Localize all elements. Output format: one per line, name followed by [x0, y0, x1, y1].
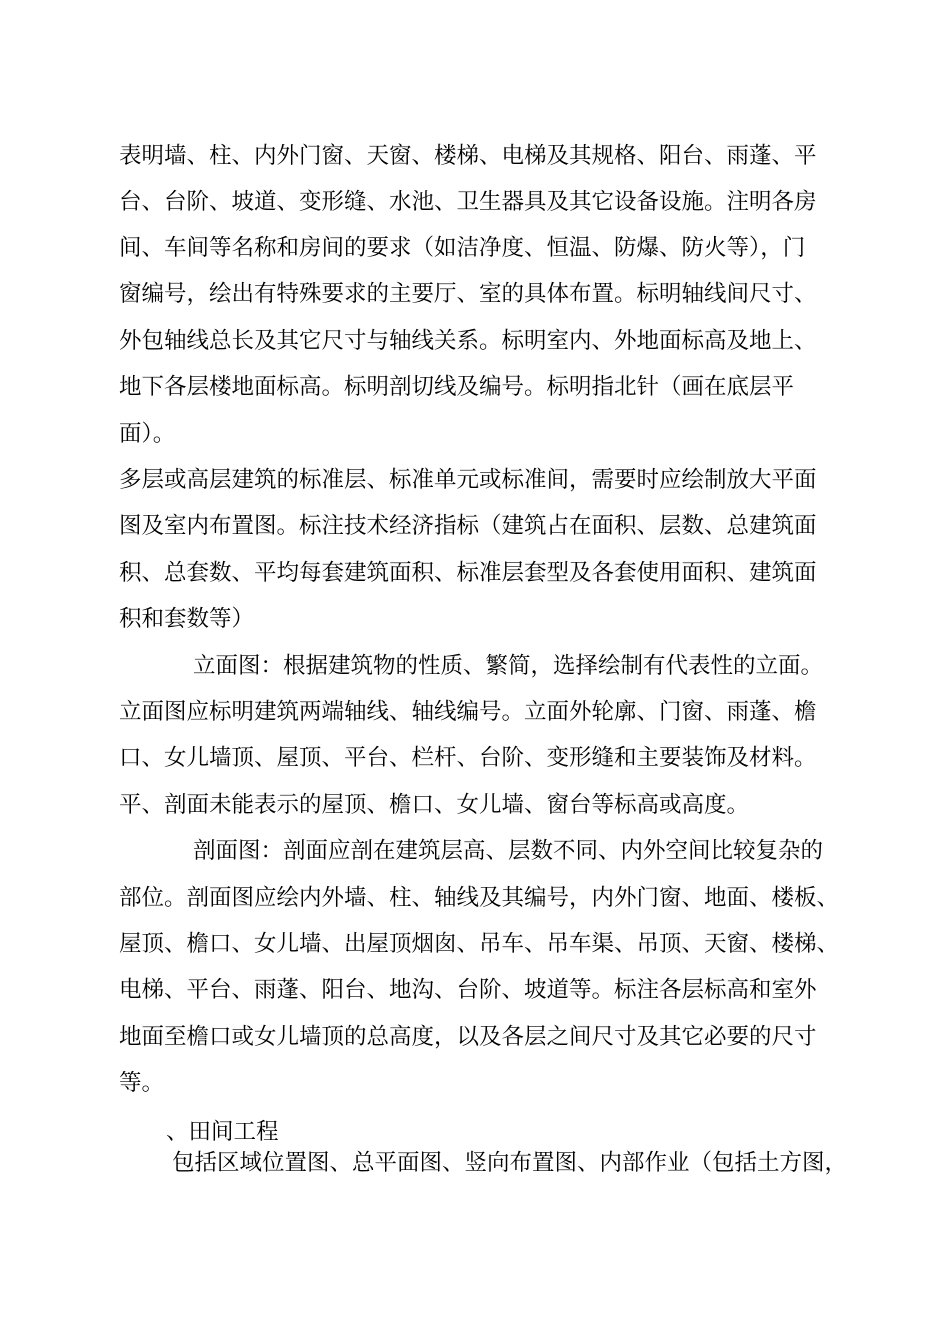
text-line: 多层或高层建筑的标准层、标准单元或标准间，需要时应绘制放大平面: [119, 467, 817, 493]
text-line: 等。: [119, 1070, 165, 1096]
text-line: 剖面图：剖面应剖在建筑层高、层数不同、内外空间比较复杂的: [193, 838, 824, 864]
text-line: 积和套数等）: [119, 606, 255, 632]
text-line: 电梯、平台、雨蓬、阳台、地沟、台阶、坡道等。标注各层标高和室外: [119, 977, 817, 1003]
text-line: 立面图应标明建筑两端轴线、轴线编号。立面外轮廓、门窗、雨蓬、檐: [119, 699, 817, 725]
text-line: 积、总套数、平均每套建筑面积、标准层套型及各套使用面积、建筑面: [119, 560, 817, 586]
text-line: 台、台阶、坡道、变形缝、水池、卫生器具及其它设备设施。注明各房: [119, 189, 817, 215]
text-line: 窗编号，绘出有特殊要求的主要厅、室的具体布置。标明轴线间尺寸、: [119, 281, 817, 307]
text-line: 部位。剖面图应绘内外墙、柱、轴线及其编号，内外门窗、地面、楼板、: [119, 885, 840, 911]
text-line: 表明墙、柱、内外门窗、天窗、楼梯、电梯及其规格、阳台、雨蓬、平: [119, 143, 817, 169]
text-line: 面）。: [119, 421, 176, 447]
text-line: 间、车间等名称和房间的要求（如洁净度、恒温、防爆、防火等），门: [119, 235, 806, 261]
text-line: 屋顶、檐口、女儿墙、出屋顶烟囱、吊车、吊车渠、吊顶、天窗、楼梯、: [119, 931, 840, 957]
text-line: 包括区域位置图、总平面图、竖向布置图、内部作业（包括土方图，: [172, 1150, 848, 1176]
text-line: 口、女儿墙顶、屋顶、平台、栏杆、台阶、变形缝和主要装饰及材料。: [119, 745, 817, 771]
text-line: 外包轴线总长及其它尺寸与轴线关系。标明室内、外地面标高及地上、: [119, 328, 817, 354]
text-line: 立面图：根据建筑物的性质、繁简，选择绘制有代表性的立面。: [193, 653, 824, 679]
section-heading: 、田间工程: [166, 1119, 279, 1145]
text-line: 地面至檐口或女儿墙顶的总高度，以及各层之间尺寸及其它必要的尺寸: [119, 1024, 817, 1050]
text-line: 图及室内布置图。标注技术经济指标（建筑占在面积、层数、总建筑面: [119, 513, 817, 539]
text-line: 地下各层楼地面标高。标明剖切线及编号。标明指北针（画在底层平: [119, 374, 795, 400]
text-line: 平、剖面未能表示的屋顶、檐口、女儿墙、窗台等标高或高度。: [119, 792, 750, 818]
